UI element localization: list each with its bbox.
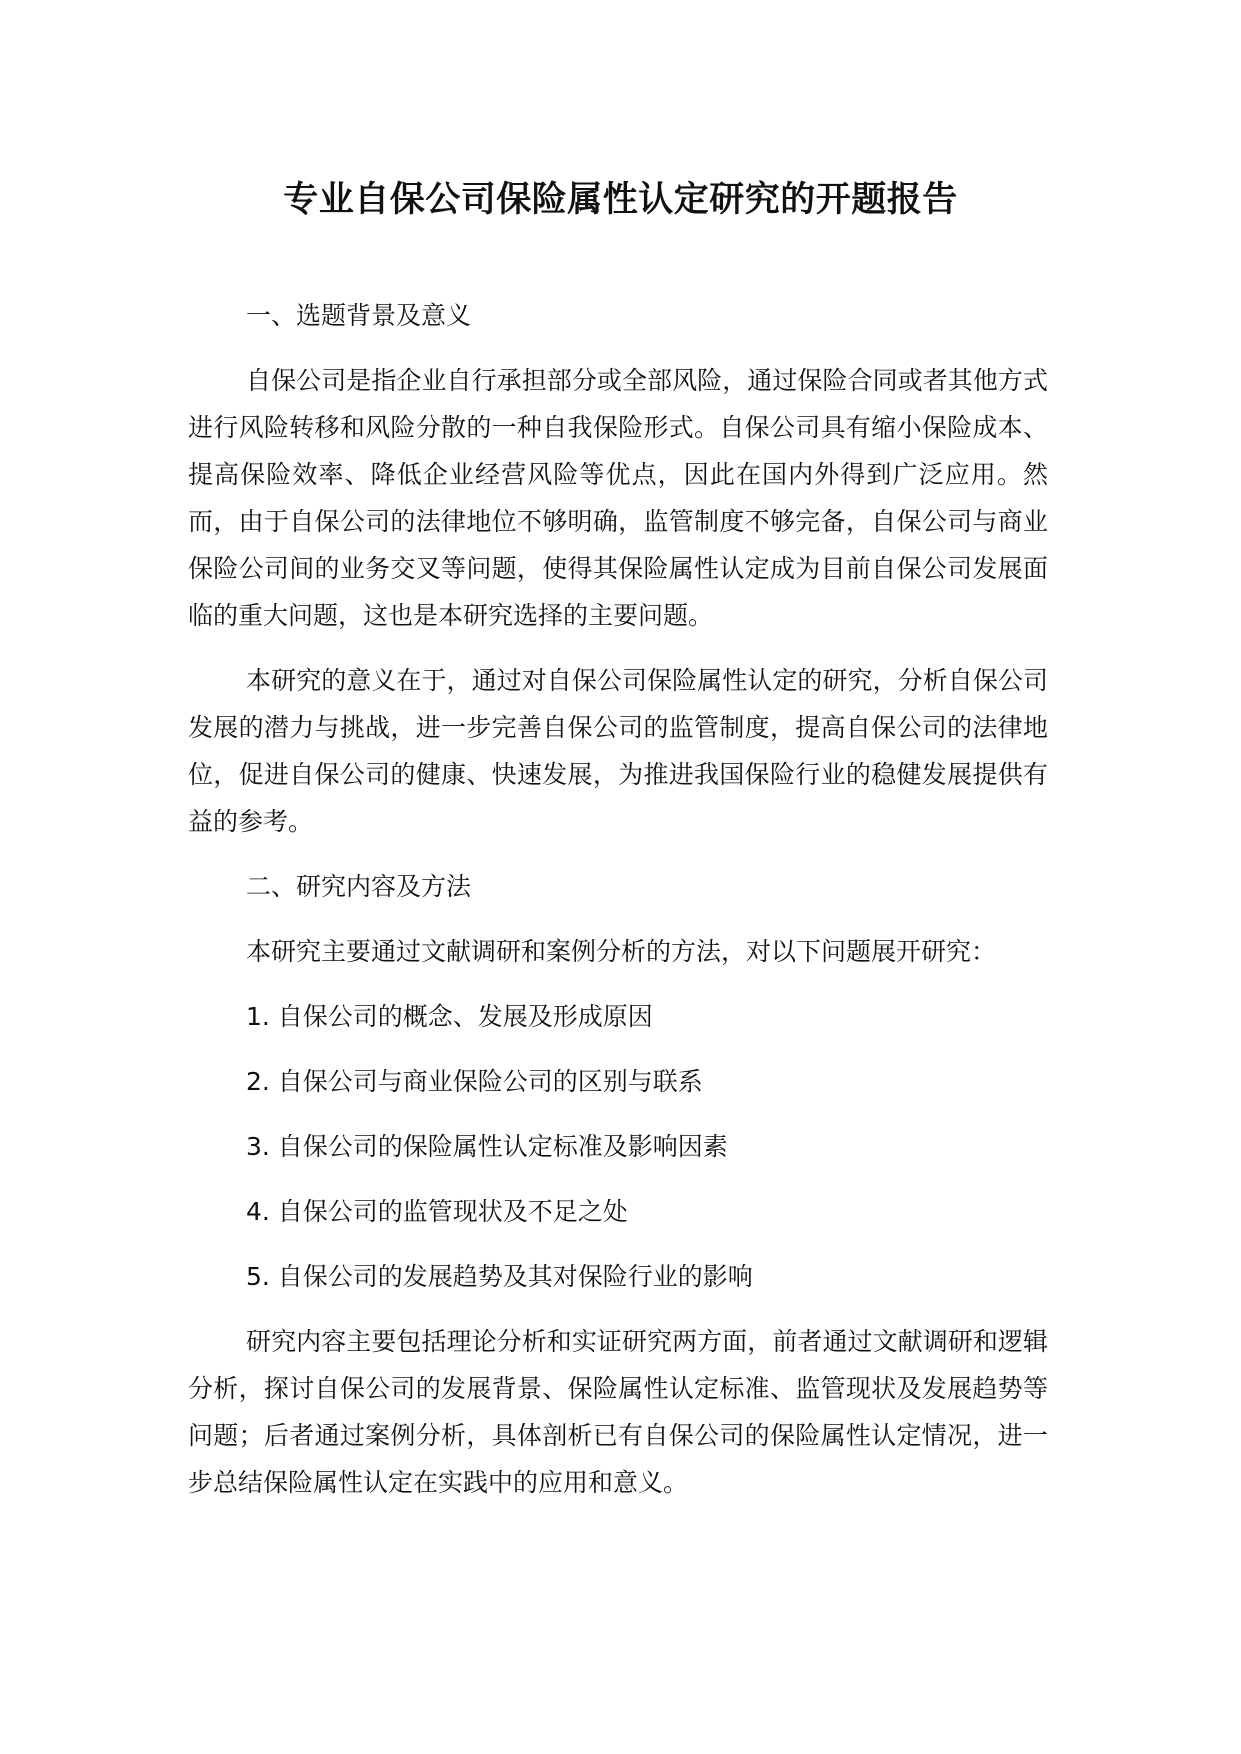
paragraph-significance: 本研究的意义在于，通过对自保公司保险属性认定的研究，分析自保公司发展的潜力与挑战，进一步完善自保公司的监管制度，提高自保公司的法律地位，促进自保公司的健康、快速发展，为推进我国保险行业的稳健发展提供有益的参考。 — [188, 666, 1048, 836]
list-item: 1. 自保公司的概念、发展及形成原因 — [246, 1002, 653, 1031]
document-title: 专业自保公司保险属性认定研究的开题报告 — [283, 180, 958, 220]
list-item: 4. 自保公司的监管现状及不足之处 — [246, 1197, 628, 1226]
research-questions-list — [188, 993, 1048, 1300]
list-item: 3. 自保公司的保险属性认定标准及影响因素 — [246, 1132, 728, 1161]
paragraph-background: 自保公司是指企业自行承担部分或全部风险，通过保险合同或者其他方式进行风险转移和风险分散的一种自我保险形式。自保公司具有缩小保险成本、提高保险效率、降低企业经营风险等优点，因此在国内外得到广泛应用。然而，由于自保公司的法律地位不够明确，监管制度不够完备，自保公司与商业保险公司间的业务交叉等问题，使得其保险属性认定成为目前自保公司发展面临的重大问题，这也是本研究选择的主要问题。 — [188, 366, 1048, 630]
section-heading-methods: 二、研究内容及方法 — [246, 872, 472, 901]
list-item: 2. 自保公司与商业保险公司的区别与联系 — [246, 1067, 703, 1096]
document-body — [188, 292, 1048, 1524]
paragraph-research-content: 研究内容主要包括理论分析和实证研究两方面，前者通过文献调研和逻辑分析，探讨自保公司的发展背景、保险属性认定标准、监管现状及发展趋势等问题；后者通过案例分析，具体剖析已有自保公司的保险属性认定情况，进一步总结保险属性认定在实践中的应用和意义。 — [188, 1327, 1048, 1497]
paragraph-methods-intro: 本研究主要通过文献调研和案例分析的方法，对以下问题展开研究： — [246, 937, 997, 966]
section-heading-background: 一、选题背景及意义 — [246, 301, 472, 330]
list-item: 5. 自保公司的发展趋势及其对保险行业的影响 — [246, 1262, 753, 1291]
